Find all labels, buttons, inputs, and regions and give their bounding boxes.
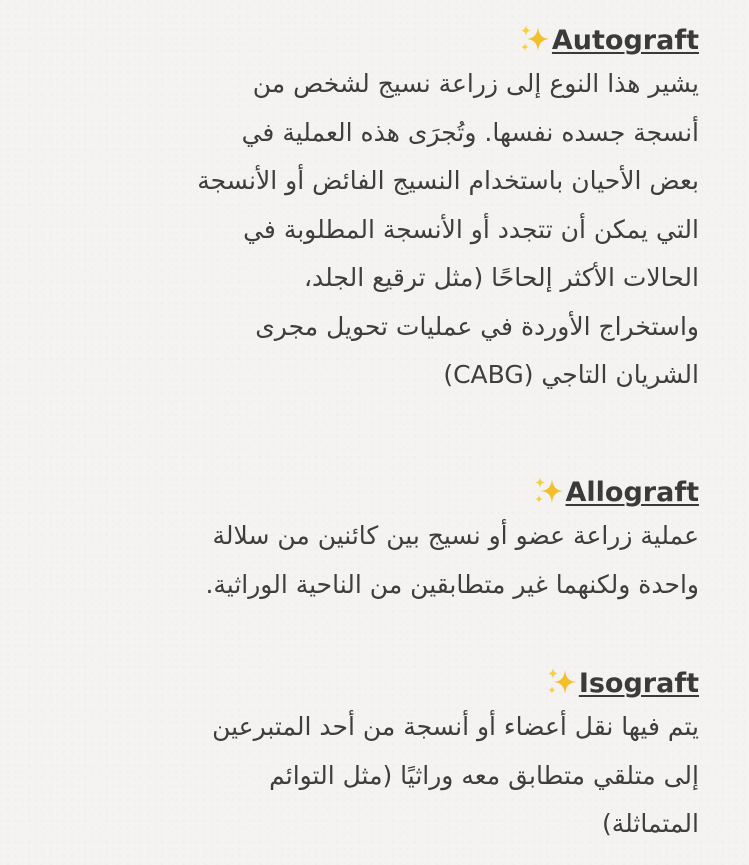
section-heading-row	[49, 472, 699, 512]
body-line: أنسجة جسده نفسها. وتُجرَى هذه العملية في	[241, 117, 699, 147]
section-body	[49, 60, 699, 400]
body-line: المتماثلة)	[601, 809, 699, 838]
section-autograft	[49, 20, 699, 400]
body-line: الشريان التاجي (CABG)	[443, 360, 699, 389]
body-line: يشير هذا النوع إلى زراعة نسيج لشخص من	[252, 69, 699, 98]
sparkles-icon	[545, 666, 579, 700]
body-line: يتم فيها نقل أعضاء أو أنسجة من أحد المتبرعين	[212, 712, 699, 741]
section-body	[49, 703, 699, 849]
section-heading-row	[49, 663, 699, 703]
sparkles-icon	[532, 475, 566, 509]
section-title: Isograft	[578, 667, 699, 699]
section-isograft	[49, 663, 699, 849]
body-line: الحالات الأكثر إلحاحًا (مثل ترقيع الجلد،	[303, 263, 699, 292]
section-title: Autograft	[551, 24, 699, 56]
body-line: واستخراج الأوردة في عمليات تحويل مجرى	[255, 311, 699, 341]
section-heading-row	[49, 20, 699, 60]
body-line: بعض الأحيان باستخدام النسيج الفائض أو الأنسجة	[197, 166, 699, 195]
body-line: إلى متلقي متطابق معه وراثيًا (مثل التوائم	[269, 760, 699, 790]
body-line: واحدة ولكنهما غير متطابقين من الناحية الوراثية.	[205, 569, 699, 599]
sparkles-icon	[518, 23, 552, 57]
section-title: Allograft	[565, 476, 699, 508]
section-allograft	[49, 472, 699, 609]
body-line: التي يمكن أن تتجدد أو الأنسجة المطلوبة في	[243, 214, 699, 244]
section-body	[49, 512, 699, 609]
body-line: عملية زراعة عضو أو نسيج بين كائنين من سلالة	[212, 521, 699, 550]
